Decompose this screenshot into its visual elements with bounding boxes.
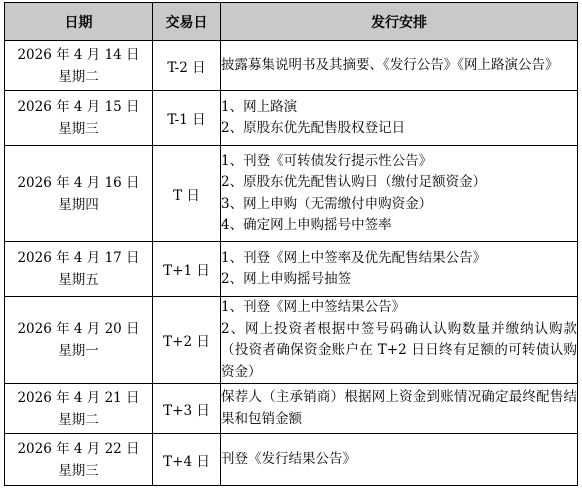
arrangement-item: 4、确定网上申购摇号中签率	[221, 217, 392, 233]
trading-day-cell: T 日	[153, 146, 221, 242]
date-cell	[5, 91, 153, 146]
arrangement-cell	[221, 41, 578, 91]
table-row	[5, 242, 578, 297]
date-cell	[5, 41, 153, 91]
arrangement-item: 2、原股东优先配售认购日（缴付足额资金）	[221, 174, 487, 190]
weekday-text: 星期一	[58, 343, 99, 359]
header-date: 日期	[5, 3, 153, 41]
arrangement-item: 3、网上申购（无需缴付申购资金）	[221, 195, 433, 212]
date-cell	[5, 242, 153, 297]
arrangement-cell	[221, 146, 578, 242]
table-row	[5, 91, 578, 146]
header-trading-day: 交易日	[153, 3, 221, 41]
weekday-text: 星期四	[58, 196, 99, 213]
date-text: 2026 年 4 月 16 日	[17, 174, 140, 191]
arrangement-item: 2、原股东优先配售股权登记日	[221, 120, 406, 136]
arrangement-item: 2、网上投资者根据中签号码确认认购数量并缴纳认购款（投资者确保资金账户在 T+2 日日终有足额的可转债认购资金）	[221, 320, 577, 380]
trading-day-cell: T+3 日	[153, 384, 221, 434]
date-cell	[5, 434, 153, 486]
arrangement-cell	[221, 384, 578, 434]
date-cell	[5, 146, 153, 242]
table-row	[5, 41, 578, 91]
date-text: 2026 年 4 月 20 日	[17, 321, 140, 337]
date-text: 2026 年 4 月 17 日	[17, 250, 140, 266]
arrangement-item: 披露募集说明书及其摘要、《发行公告》《网上路演公告》	[221, 56, 559, 73]
arrangement-item: 保荐人（主承销商）根据网上资金到账情况确定最终配售结果和包销金额	[221, 389, 577, 427]
trading-day-cell: T-1 日	[153, 91, 221, 146]
arrangement-item: 刊登《发行结果公告》	[221, 450, 356, 467]
table-header-row	[5, 3, 578, 41]
date-text: 2026 年 4 月 22 日	[17, 440, 140, 457]
weekday-text: 星期五	[58, 272, 99, 288]
date-text: 2026 年 4 月 14 日	[17, 46, 140, 63]
table-row	[5, 297, 578, 384]
arrangement-item: 1、刊登《网上中签结果公告》	[221, 299, 406, 315]
arrangement-item: 1、刊登《可转债发行提示性公告》	[221, 152, 433, 169]
trading-day-cell: T-2 日	[153, 41, 221, 91]
table-row	[5, 146, 578, 242]
arrangement-item: 2、网上申购摇号抽签	[221, 271, 352, 287]
arrangement-cell	[221, 297, 578, 384]
arrangement-item: 1、刊登《网上中签率及优先配售结果公告》	[221, 249, 487, 266]
table-row	[5, 434, 578, 486]
weekday-text: 星期三	[58, 462, 99, 479]
weekday-text: 星期二	[58, 68, 99, 85]
weekday-text: 星期三	[58, 121, 99, 137]
trading-day-cell: T+1 日	[153, 242, 221, 297]
arrangement-cell	[221, 91, 578, 146]
weekday-text: 星期二	[58, 411, 99, 428]
arrangement-cell	[221, 242, 578, 297]
date-text: 2026 年 4 月 15 日	[17, 99, 140, 115]
date-cell	[5, 297, 153, 384]
trading-day-cell: T+2 日	[153, 297, 221, 384]
header-arrangement: 发行安排	[221, 3, 578, 41]
date-cell	[5, 384, 153, 434]
date-text: 2026 年 4 月 21 日	[17, 389, 140, 406]
arrangement-cell	[221, 434, 578, 486]
arrangement-item: 1、网上路演	[221, 98, 298, 115]
issuance-schedule-table	[4, 2, 578, 486]
table-row	[5, 384, 578, 434]
trading-day-cell: T+4 日	[153, 434, 221, 486]
